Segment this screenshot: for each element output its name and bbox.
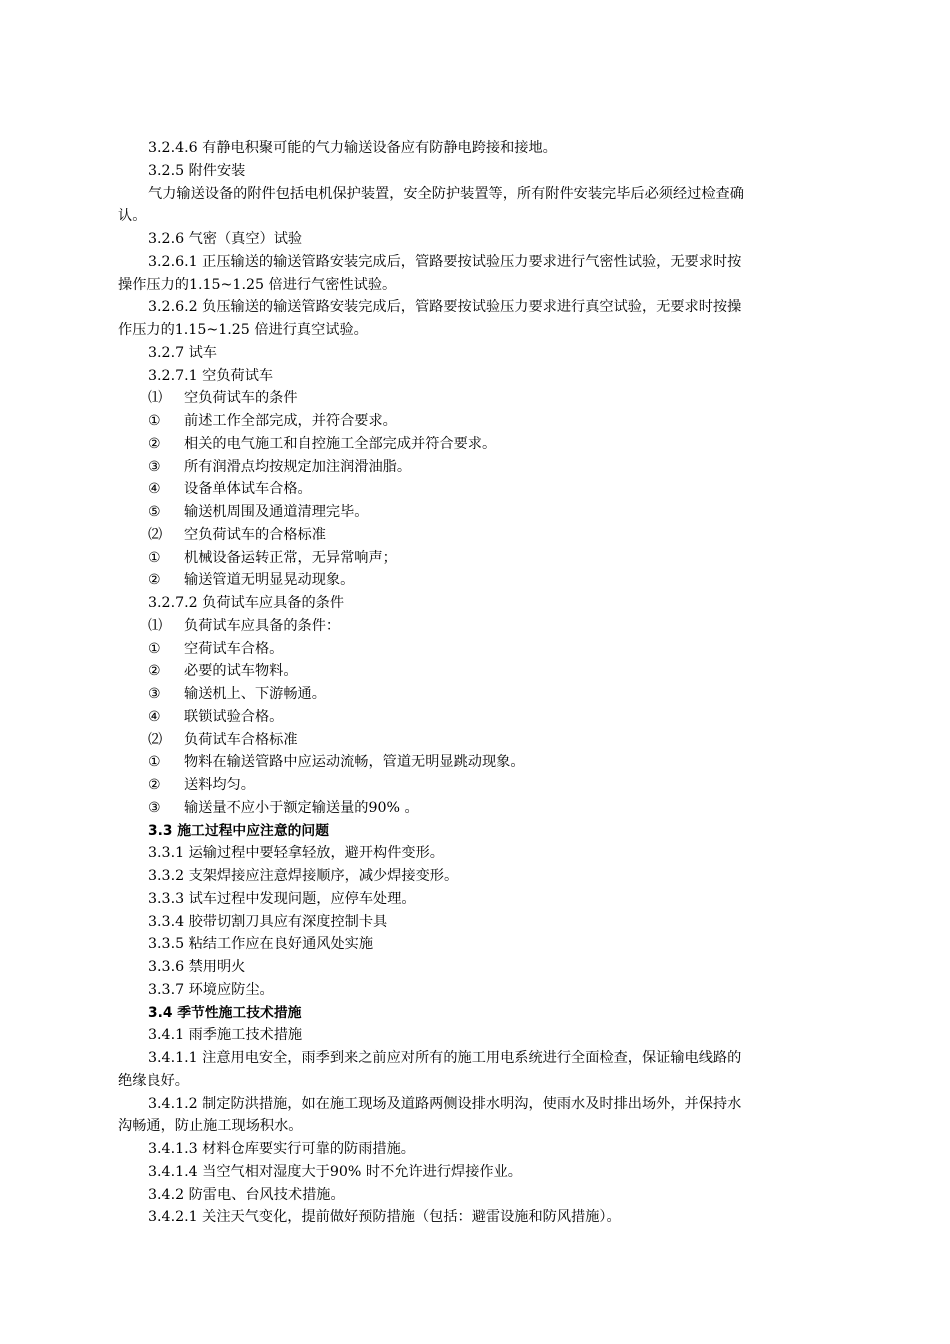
list-item-text: 必要的试车物料。 bbox=[184, 663, 298, 680]
text-line: 3.3.4 胶带切割刀具应有深度控制卡具 bbox=[148, 913, 388, 930]
list-item bbox=[118, 547, 860, 570]
paragraph bbox=[118, 183, 860, 229]
list-item bbox=[118, 410, 860, 433]
list-item bbox=[118, 387, 860, 410]
list-item-text: 相关的电气施工和自控施工全部完成并符合要求。 bbox=[184, 435, 497, 452]
list-marker: ③ bbox=[148, 458, 161, 475]
text-line: 3.2.6 气密（真空）试验 bbox=[148, 231, 303, 247]
text-line: 3.3.1 运输过程中要轻拿轻放，避开构件变形。 bbox=[148, 845, 444, 862]
text-line: 3.2.7.2 负荷试车应具备的条件 bbox=[148, 595, 345, 611]
list-item bbox=[118, 615, 860, 638]
list-item-text: 输送机周围及通道清理完毕。 bbox=[184, 504, 369, 520]
list-item-text: 空荷试车合格。 bbox=[184, 640, 284, 657]
paragraph bbox=[118, 251, 860, 297]
list-marker: ② bbox=[148, 435, 161, 452]
list-item bbox=[118, 751, 860, 774]
list-item-text: 机械设备运转正常，无异常响声； bbox=[184, 549, 397, 566]
list-item bbox=[118, 569, 860, 592]
list-item-text: 联锁试验合格。 bbox=[184, 708, 284, 725]
list-item bbox=[118, 638, 860, 661]
text-line: 3.4.1.3 材料仓库要实行可靠的防雨措施。 bbox=[148, 1141, 415, 1157]
list-item-text: 空负荷试车的条件 bbox=[184, 390, 298, 407]
list-item-text: 设备单体试车合格。 bbox=[184, 481, 312, 498]
list-item bbox=[118, 660, 860, 683]
list-item bbox=[118, 524, 860, 547]
list-marker: ② bbox=[148, 572, 161, 589]
list-item bbox=[118, 501, 860, 524]
list-marker: ② bbox=[148, 777, 161, 793]
list-item bbox=[118, 683, 860, 706]
paragraph-line: 3.2.6.1 正压输送的输送管路安装完成后，管路要按试验压力要求进行气密性试验，无要求时按 bbox=[148, 253, 742, 270]
paragraph-line: 沟畅通，防止施工现场积水。 bbox=[118, 1118, 303, 1135]
section-heading: 3.4 季节性施工技术措施 bbox=[148, 1004, 302, 1021]
paragraph-line: 绝缘良好。 bbox=[118, 1072, 189, 1089]
text-line: 3.4.2 防雷电、台风技术措施。 bbox=[148, 1186, 345, 1203]
list-item-text: 前述工作全部完成，并符合要求。 bbox=[184, 413, 397, 429]
paragraph bbox=[118, 296, 860, 342]
paragraph-line: 认。 bbox=[118, 208, 147, 225]
list-marker: ① bbox=[148, 640, 161, 657]
section-heading: 3.3 施工过程中应注意的问题 bbox=[148, 822, 330, 839]
list-item-text: 空负荷试车的合格标准 bbox=[184, 526, 326, 543]
paragraph-line: 3.4.1.1 注意用电安全，雨季到来之前应对所有的施工用电系统进行全面检查，保证输电线路的 bbox=[148, 1050, 742, 1066]
paragraph bbox=[118, 1047, 860, 1093]
paragraph bbox=[118, 1093, 860, 1139]
list-item-text: 送料均匀。 bbox=[184, 777, 255, 793]
paragraph-line: 3.2.6.2 负压输送的输送管路安装完成后，管路要按试验压力要求进行真空试验，无要求时按操 bbox=[148, 299, 742, 316]
text-line: 3.3.7 环境应防尘。 bbox=[148, 981, 274, 998]
paragraph-line: 气力输送设备的附件包括电机保护装置，安全防护装置等，所有附件安装完毕后必须经过检查确 bbox=[148, 185, 744, 202]
text-line: 3.4.1 雨季施工技术措施 bbox=[148, 1027, 303, 1044]
text-line: 3.2.7 试车 bbox=[148, 344, 217, 361]
text-line: 3.3.5 粘结工作应在良好通风处实施 bbox=[148, 936, 374, 953]
list-item bbox=[118, 478, 860, 501]
list-item-text: 输送量不应小于额定输送量的90% 。 bbox=[184, 799, 419, 816]
list-marker: ⑴ bbox=[148, 390, 163, 407]
text-line: 3.3.6 禁用明火 bbox=[148, 959, 246, 975]
list-item-text: 所有润滑点均按规定加注润滑油脂。 bbox=[184, 458, 412, 475]
list-item bbox=[118, 797, 860, 820]
text-line: 3.2.5 附件安装 bbox=[148, 162, 246, 179]
list-item bbox=[118, 706, 860, 729]
paragraph-line: 3.4.1.2 制定防洪措施，如在施工现场及道路两侧设排水明沟，使雨水及时排出场外，并保持水 bbox=[148, 1095, 742, 1112]
list-marker: ⑵ bbox=[148, 731, 163, 748]
paragraph-line: 作压力的1.15~1.25 倍进行真空试验。 bbox=[118, 322, 368, 338]
list-item-text: 物料在输送管路中应运动流畅，管道无明显跳动现象。 bbox=[184, 754, 525, 771]
list-marker: ③ bbox=[148, 799, 161, 816]
list-marker: ④ bbox=[148, 708, 161, 725]
list-marker: ① bbox=[148, 413, 161, 429]
paragraph-line: 操作压力的1.15~1.25 倍进行气密性试验。 bbox=[118, 276, 397, 293]
list-marker: ② bbox=[148, 663, 161, 680]
list-item-text: 负荷试车合格标准 bbox=[184, 731, 298, 748]
list-item bbox=[118, 433, 860, 456]
text-line: 3.3.3 试车过程中发现问题，应停车处理。 bbox=[148, 890, 416, 907]
text-line: 3.3.2 支架焊接应注意焊接顺序，减少焊接变形。 bbox=[148, 868, 459, 884]
list-item-text: 负荷试车应具备的条件： bbox=[184, 617, 341, 634]
list-item-text: 输送机上、下游畅通。 bbox=[184, 686, 326, 702]
list-item bbox=[118, 729, 860, 752]
text-line: 3.2.4.6 有静电积聚可能的气力输送设备应有防静电跨接和接地。 bbox=[148, 140, 557, 156]
list-marker: ① bbox=[148, 754, 161, 771]
list-marker: ③ bbox=[148, 686, 161, 702]
list-item bbox=[118, 774, 860, 797]
document-body bbox=[118, 137, 860, 1229]
list-item-text: 输送管道无明显晃动现象。 bbox=[184, 572, 355, 589]
list-marker: ⑴ bbox=[148, 617, 163, 634]
text-line: 3.2.7.1 空负荷试车 bbox=[148, 367, 274, 384]
list-marker: ① bbox=[148, 549, 161, 566]
list-marker: ④ bbox=[148, 481, 161, 498]
list-marker: ⑤ bbox=[148, 504, 161, 520]
list-item bbox=[118, 456, 860, 479]
text-line: 3.4.1.4 当空气相对湿度大于90% 时不允许进行焊接作业。 bbox=[148, 1163, 522, 1180]
text-line: 3.4.2.1 关注天气变化，提前做好预防措施（包括：避雷设施和防风措施）。 bbox=[148, 1209, 621, 1226]
list-marker: ⑵ bbox=[148, 526, 163, 543]
